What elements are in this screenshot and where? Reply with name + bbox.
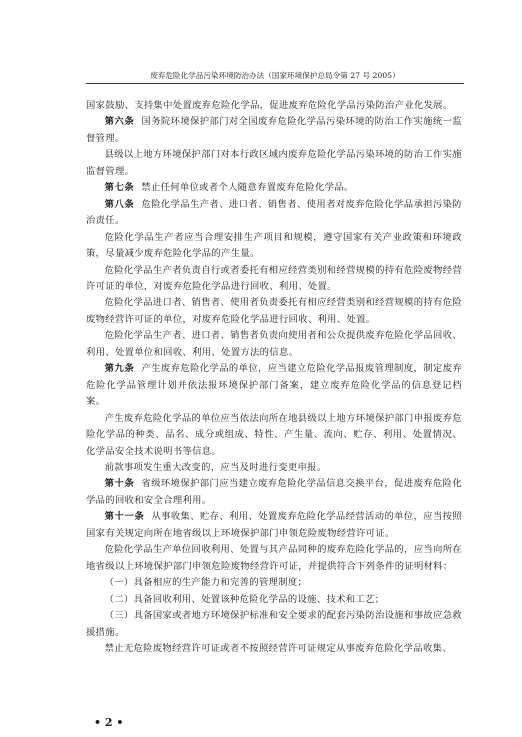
page-number: • 2 • — [94, 716, 124, 729]
paragraph-text: 产生废弃危险化学品的单位，应当建立危险化学品报废管理制度，制定废弃危险化学品管理计划并依法报环境保护部门备案，建立废弃危险化学品的信息登记档案。 — [86, 363, 462, 408]
paragraph-text: 危险化学品生产者、进口者、销售者、使用者对废弃危险化学品承担污染防治责任。 — [86, 198, 462, 227]
paragraph-text: 禁止任何单位或者个人随意弃置废弃危险化学品。 — [141, 182, 354, 194]
running-header: 废弃危险化学品污染环境防治办法（国家环境保护总局令第 27 号 2005） — [150, 71, 400, 80]
paragraph-text: （一）具备相应的生产能力和完善的管理制度； — [104, 577, 308, 589]
paragraph-text: 禁止无危险废物经营许可证或者不按照经营许可证规定从事废弃危险化学品收集、 — [104, 642, 452, 654]
paragraph — [86, 592, 462, 608]
paragraph — [86, 295, 462, 328]
header-rule — [86, 83, 464, 84]
paragraph — [86, 328, 462, 361]
paragraph — [86, 575, 462, 591]
paragraph — [86, 460, 462, 476]
paragraph-text: 国家鼓励、支持集中处置废弃危险化学品，促进废弃危险化学品污染防治产业化发展。 — [86, 100, 453, 111]
paragraph-text: 危险化学品生产单位回收利用、处置与其产品同种的废弃危险化学品的，应当向所在地省级以上环境保护部门申领危险废物经营许可证，并提供符合下列条件的证明材料： — [86, 544, 462, 572]
paragraph — [86, 361, 462, 410]
paragraph — [86, 98, 462, 114]
paragraph — [86, 230, 462, 263]
paragraph — [86, 197, 462, 230]
paragraph — [86, 509, 462, 542]
article-number: 第六条 — [104, 116, 135, 128]
paragraph-text: 省级环境保护部门应当建立废弃危险化学品信息交换平台，促进废弃危险化学品的回收和安全合理利用。 — [86, 478, 462, 506]
paragraph-text: 危险化学品生产者负责自行或者委托有相应经营类别和经营规模的持有危险废物经营许可证的单位，对废弃危险化学品进行回收、利用、处置。 — [86, 264, 462, 292]
paragraph-text: 从事收集、贮存、利用、处置废弃危险化学品经营活动的单位，应当按照国家有关规定向所在地省级以上环境保护部门申领危险废物经营许可证。 — [86, 511, 463, 539]
paragraph — [86, 542, 462, 575]
paragraph-text: 国务院环境保护部门对全国废弃危险化学品污染环境的防治工作实施统一监督管理。 — [86, 116, 462, 144]
paragraph — [86, 147, 462, 180]
article-number: 第十一条 — [104, 511, 145, 523]
paragraph-text: （二）具备回收利用、处置该种危险化学品的设施、技术和工艺； — [104, 593, 385, 605]
paragraph — [86, 180, 462, 196]
paragraph-text: 前款事项发生重大改变的，应当及时进行变更申报。 — [104, 461, 327, 473]
paragraph-text: 危险化学品进口者、销售者、使用者负责委托有相应经营类别和经营规模的持有危险废物经营许可证的单位，对废弃危险化学品进行回收、利用、处置。 — [86, 297, 462, 325]
paragraph-text: 产生废弃危险化学品的单位应当依法向所在地县级以上地方环境保护部门申报废弃危险化学品的种类、品名、成分或组成、特性、产生量、流向、贮存、利用、处置情况、化学品安全技术说明书等信息。 — [86, 412, 462, 457]
paragraph — [86, 641, 462, 657]
paragraph — [86, 411, 462, 460]
paragraph-text: （三）具备国家或者地方环境保护标准和安全要求的配套污染防治设施和事故应急救援措施。 — [86, 610, 462, 638]
body-text — [86, 98, 462, 657]
article-number: 第七条 — [104, 182, 135, 194]
paragraph-text: 危险化学品生产者、进口者、销售者负责向使用者和公众提供废弃危险化学品回收、利用、处置单位和回收、利用、处置方法的信息。 — [86, 330, 462, 358]
paragraph — [86, 263, 462, 296]
paragraph — [86, 114, 462, 147]
paragraph-text: 危险化学品生产者应当合理安排生产项目和规模，遵守国家有关产业政策和环境政策，尽量减少废弃危险化学品的产生量。 — [86, 231, 462, 260]
article-number: 第八条 — [104, 198, 135, 210]
paragraph-text: 县级以上地方环境保护部门对本行政区域内废弃危险化学品污染环境的防治工作实施监督管理。 — [86, 149, 462, 177]
paragraph — [86, 608, 462, 641]
paragraph — [86, 476, 462, 509]
article-number: 第九条 — [104, 363, 135, 375]
article-number: 第十条 — [104, 478, 135, 490]
